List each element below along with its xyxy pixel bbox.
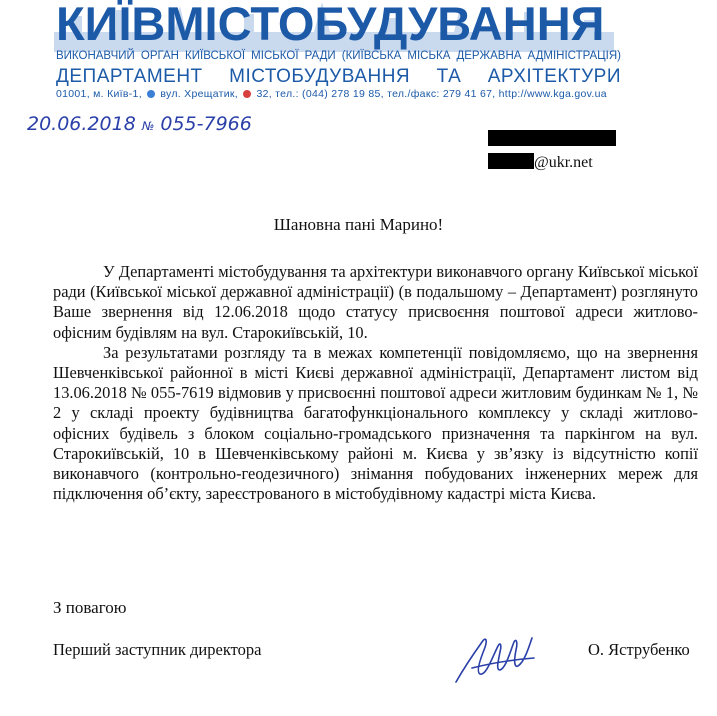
redaction-bar: [488, 130, 616, 146]
recipient-email-suffix: @ukr.net: [534, 154, 593, 171]
body-paragraph-1: У Департаменті містобудування та архітектури виконавчого органу Київської міської ради (Київської міської державної адміністрації) (в подальшому – Департамент) розглянуто Ваше звернення від 12.06.2018 щодо статусу присвоєння поштової адреси житлово-офісним будівлям на вул. Старокиївській, 10.: [53, 262, 699, 342]
redaction-bar: [488, 153, 534, 169]
address-street: вул. Хрещатик,: [160, 88, 239, 100]
registration-date: 20.06.2018: [27, 113, 136, 135]
letterhead-address: [56, 88, 621, 100]
recipient-block: [488, 128, 616, 174]
body-paragraph-2: За результатами розгляду та в межах компетенції повідомляємо, що на звернення Шевченківської районної в місті Києві державної адміністрації, Департамент листом від 13.06.2018 № 055-7619 відмовив у присвоєнні поштової адреси житловим будинкам № 1, № 2 у складі проекту будівництва багатофункціонального комплексу у складі житлово-офісних будівель з блоком соціально-громадського призначення та паркінгом на вул. Старокиївській, 10 в Шевченківському районі м. Києва у зв’язку із відсутністю копії виконавчого (контрольно-геодезичного) знімання побудованих інженерних мереж для підключення об’єкту, зареєстрованого в містобудівному кадастрі міста Києва.: [53, 342, 698, 504]
address-start: 01001, м. Київ-1,: [56, 88, 142, 100]
address-rest: 32, тел.: (044) 278 19 85, тел./факс: 279 41 67, http://www.kga.gov.ua: [256, 88, 607, 100]
recipient-email: [488, 151, 616, 174]
letterhead-brand: КИЇВМІСТОБУДУВАННЯ: [56, 0, 605, 50]
letterhead: [0, 0, 717, 100]
letterhead-department: ДЕПАРТАМЕНТ МІСТОБУДУВАННЯ ТА АРХІТЕКТУРИ: [56, 66, 621, 87]
blue-dot-icon: [147, 90, 155, 98]
handwritten-signature: [452, 628, 538, 688]
signer-name: О. Яструбенко: [588, 640, 690, 659]
registration-stamp: [27, 113, 252, 135]
letterhead-subtitle: ВИКОНАВЧИЙ ОРГАН КИЇВСЬКОЇ МІСЬКОЇ РАДИ (КИЇВСЬКА МІСЬКА ДЕРЖАВНА АДМІНІСТРАЦІЯ): [56, 50, 621, 62]
closing: З повагою: [53, 598, 127, 617]
registration-number: 055-7966: [160, 113, 252, 135]
salutation: Шановна пані Марино!: [273, 215, 444, 234]
letter-body: [53, 262, 698, 504]
recipient-name: [488, 128, 616, 151]
registration-number-sign: №: [141, 119, 155, 133]
red-dot-icon: [243, 90, 251, 98]
signer-position: Перший заступник директора: [53, 640, 262, 659]
